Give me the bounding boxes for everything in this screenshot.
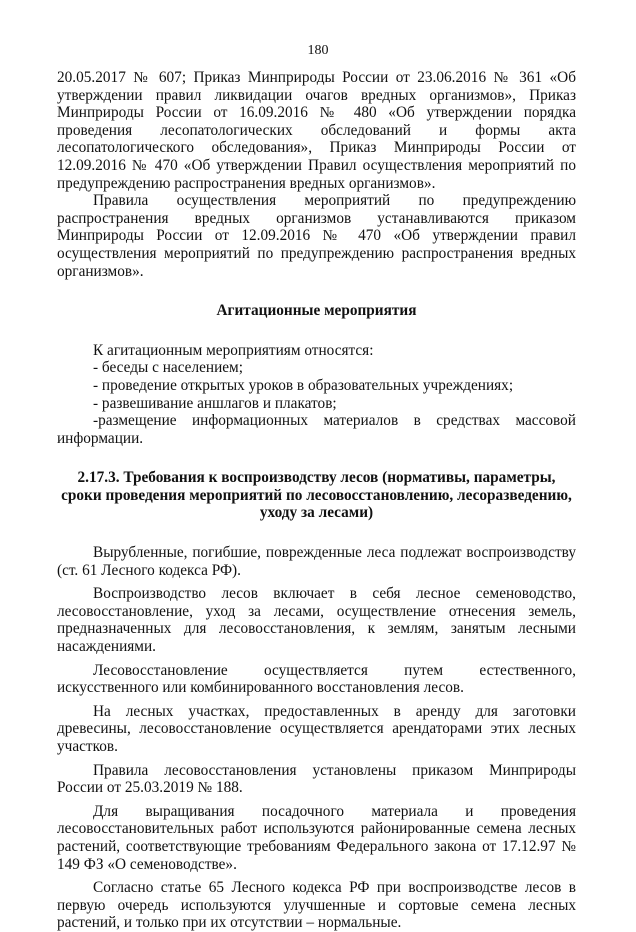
agitation-item: - беседы с населением; bbox=[93, 359, 243, 377]
section-paragraph: Воспроизводство лесов включает в себя лесное семеноводство, лесовосстановление, уход за лесами, осуществление отнесения земель, предназначенных для лесовосстановления, к землям, занятым лесными насаждениями. bbox=[57, 585, 576, 656]
intro-paragraph: 20.05.2017 № 607; Приказ Минприроды России от 23.06.2016 № 361 «Об утверждении правил ликвидации очагов вредных организмов», Приказ Минприроды России от 16.09.2016 № 480 «Об утверждении порядка проведения лесопатологических обследований и формы акта лесопатологического обследования», Приказ Минприроды России от 12.09.2016 № 470 «Об утверждении Правил осуществления мероприятий по предупреждению распространения вредных организмов». bbox=[57, 69, 576, 192]
section-paragraph: Вырубленные, погибшие, поврежденные леса подлежат воспроизводству (ст. 61 Лесного кодекса РФ). bbox=[57, 544, 576, 579]
section-heading: 2.17.3. Требования к воспроизводству лесов (нормативы, параметры, сроки проведения мероприятий по лесовосстановлению, лесоразведению, уходу за лесами) bbox=[61, 469, 572, 522]
agitation-item: - проведение открытых уроков в образовательных учреждениях; bbox=[93, 376, 514, 394]
section-paragraph: Для выращивания посадочного материала и проведения лесовосстановительных работ используются районированные семена лесных растений, соответствующие требованиям Федерального закона от 17.12.97 № 149 ФЗ «О семеноводстве». bbox=[57, 802, 576, 873]
page-content bbox=[57, 69, 576, 932]
agitation-item: - развешивание аншлагов и плакатов; bbox=[93, 394, 337, 412]
section-paragraph: На лесных участках, предоставленных в аренду для заготовки древесины, лесовосстановление осуществляется арендаторами этих лесных участков. bbox=[57, 702, 576, 755]
agitation-intro: К агитационным мероприятиям относятся: bbox=[93, 341, 374, 359]
agitation-item: -размещение информационных материалов в средствах массовой информации. bbox=[57, 412, 576, 447]
section-paragraph: Правила лесовосстановления установлены приказом Минприроды России от 25.03.2019 № 188. bbox=[57, 761, 576, 797]
page-number: 180 bbox=[307, 43, 329, 58]
section-paragraph: Лесовосстановление осуществляется путем естественного, искусственного или комбинированного восстановления лесов. bbox=[57, 661, 576, 697]
agitation-heading: Агитационные мероприятия bbox=[216, 302, 417, 320]
section-paragraph: Согласно статье 65 Лесного кодекса РФ при воспроизводстве лесов в первую очередь используются улучшенные и сортовые семена лесных растений, и только при их отсутствии – нормальные. bbox=[57, 879, 576, 932]
rules-paragraph: Правила осуществления мероприятий по предупреждению распространения вредных организмов устанавливаются приказом Минприроды России от 12.09.2016 № 470 «Об утверждении правил осуществления мероприятий по предупреждению распространения вредных организмов». bbox=[57, 192, 576, 280]
